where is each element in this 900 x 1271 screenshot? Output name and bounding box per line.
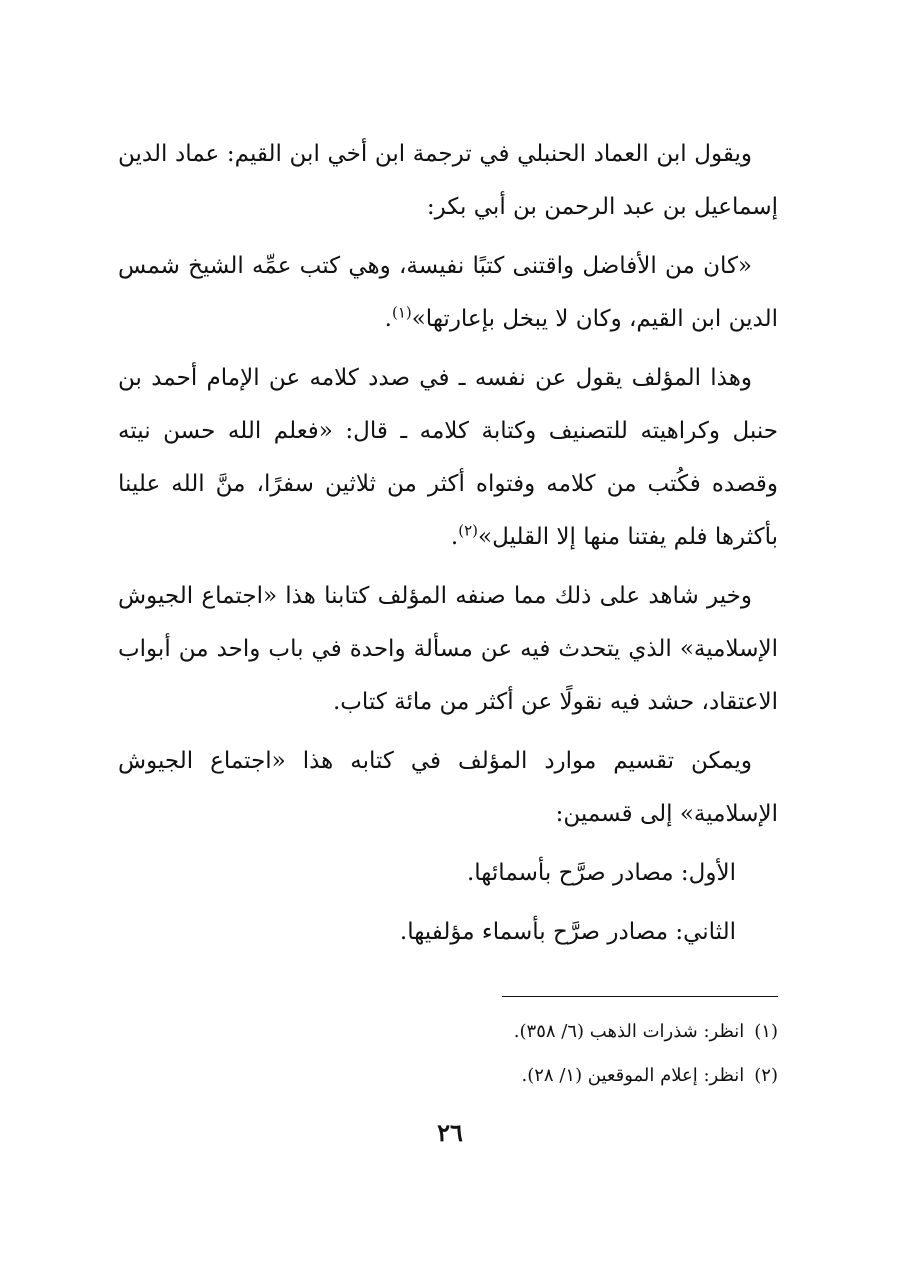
page-number: ٢٦ <box>437 1118 463 1147</box>
footnotes <box>118 1010 778 1098</box>
footnote-2 <box>118 1054 778 1098</box>
paragraph-quote-kutub <box>118 240 778 346</box>
paragraph-author-on-himself <box>118 352 778 564</box>
main-text <box>118 128 778 965</box>
division-second: الثاني: مصادر صرَّح بأسماء مؤلفيها. <box>399 919 736 945</box>
paragraph-ibn-al-imad <box>118 128 778 234</box>
division-first: الأول: مصادر صرَّح بأسمائها. <box>466 860 736 886</box>
footnote-separator <box>502 996 778 997</box>
footnote-text: انظر: شذرات الذهب (٦/ ٣٥٨). <box>513 1021 745 1042</box>
paragraph-end-punct: . <box>450 524 459 550</box>
paragraph-best-witness <box>118 570 778 729</box>
paragraph-text: «كان من الأفاضل واقتنى كتبًا نفيسة، وهي كتب عمِّه الشيخ شمس الدين ابن القيم، وكان لا يبخل بإعارتها» <box>118 253 778 332</box>
paragraph-text: وخير شاهد على ذلك مما صنفه المؤلف كتابنا هذا «اجتماع الجيوش الإسلامية» الذي يتحدث فيه عن مسألة واحدة في باب واحد من أبواب الاعتقاد، حشد فيه نقولًا عن أكثر من مائة كتاب. <box>118 583 778 715</box>
footnote-number: (١) <box>754 1021 778 1042</box>
paragraph-sources-division <box>118 735 778 841</box>
paragraph-text: وهذا المؤلف يقول عن نفسه ـ في صدد كلامه عن الإمام أحمد بن حنبل وكراهيته للتصنيف وكتابة كلامه ـ قال: «فعلم الله حسن نيته وقصده فكُتب من كلامه وفتواه أكثر من ثلاثين سفرًا، منَّ الله علينا بأكثرها فلم يفتنا منها إلا القليل» <box>118 365 778 550</box>
footnote-reference-1[interactable]: (١) <box>391 303 412 322</box>
paragraph-text: ويمكن تقسيم موارد المؤلف في كتابه هذا «اجتماع الجيوش الإسلامية» إلى قسمين: <box>118 748 778 827</box>
paragraph-end-punct: . <box>384 306 392 332</box>
footnote-number: (٢) <box>754 1065 778 1086</box>
footnote-1 <box>118 1010 778 1054</box>
paragraph-text: ويقول ابن العماد الحنبلي في ترجمة ابن أخي ابن القيم: عماد الدين إسماعيل بن عبد الرحمن بن أبي بكر: <box>118 141 778 220</box>
footnote-text: انظر: إعلام الموقعين (١/ ٢٨). <box>521 1065 745 1086</box>
footnote-reference-2[interactable]: (٢) <box>458 521 479 540</box>
